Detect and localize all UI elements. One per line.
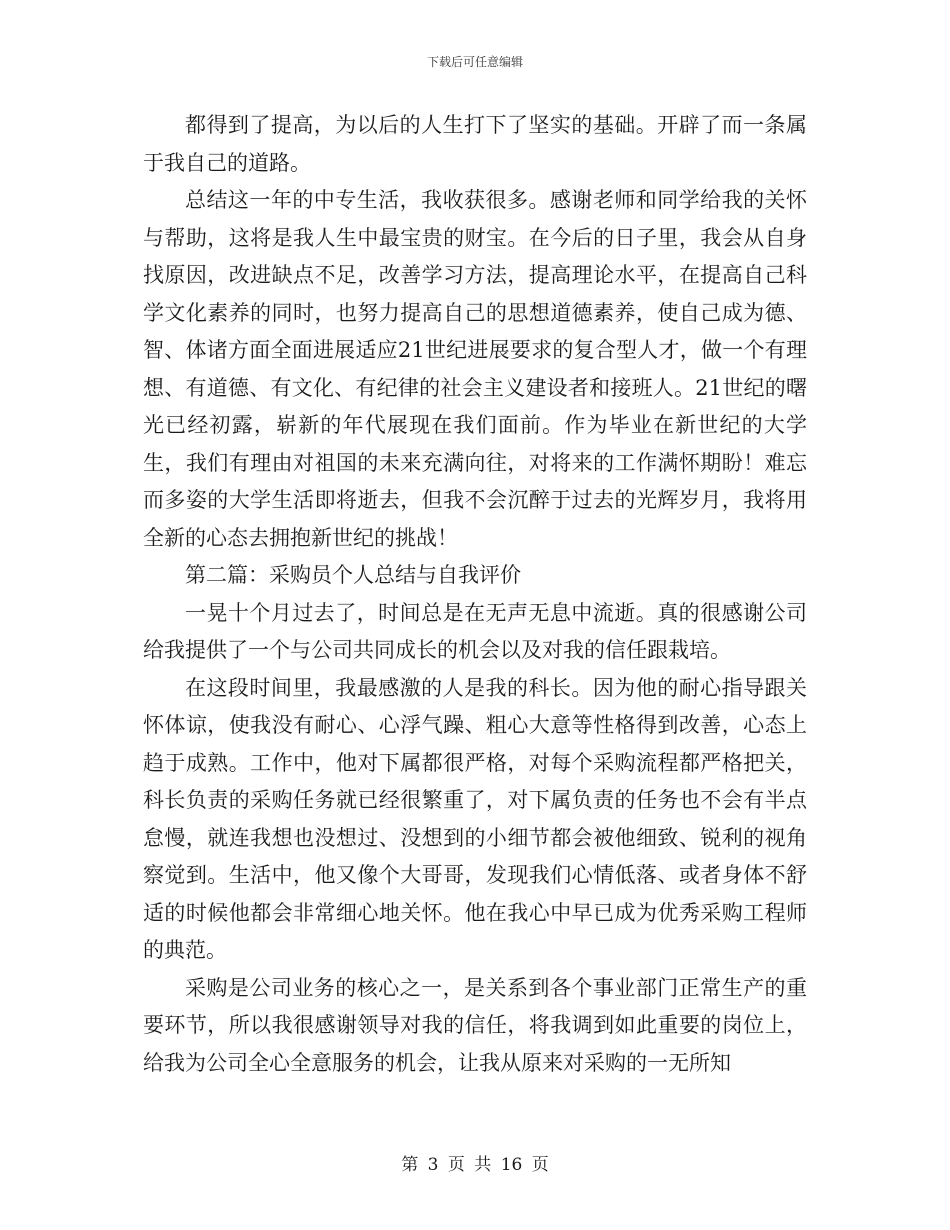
page-footer: 第 3 页 共 16 页 <box>401 1155 549 1175</box>
paragraph-4: 在这段时间里，我最感激的人是我的科长。因为他的耐心指导跟关怀体谅，使我没有耐心、心浮气躁、粗心大意等性格得到改善，心态上趋于成熟。工作中，他对下属都很严格，对每个采购流程都严格把关，科长负责的采购任务就已经很繁重了，对下属负责的任务也不会有半点怠慢，就连我想也没想过、没想到的小细节都会被他细致、锐利的视角察觉到。生活中，他又像个大哥哥，发现我们心情低落、或者身体不舒适的时候他都会非常细心地关怀。他在我心中早已成为优秀采购工程师的典范。 <box>143 675 807 962</box>
paragraph-3: 一晃十个月过去了，时间总是在无声无息中流逝。真的很感谢公司给我提供了一个与公司共同成长的机会以及对我的信任跟栽培。 <box>143 600 807 662</box>
paragraph-5: 采购是公司业务的核心之一，是关系到各个事业部门正常生产的重要环节，所以我很感谢领导对我的信任，将我调到如此重要的岗位上，给我为公司全心全意服务的机会，让我从原来对采购的一无所知 <box>143 975 807 1075</box>
paragraph-1: 都得到了提高，为以后的人生打下了坚实的基础。开辟了而一条属于我自己的道路。 <box>143 113 807 175</box>
document-body <box>143 107 807 1082</box>
page-header: 下载后可任意编辑 <box>426 55 523 69</box>
paragraph-2: 总结这一年的中专生活，我收获很多。感谢老师和同学给我的关怀与帮助，这将是我人生中最宝贵的财宝。在今后的日子里，我会从自身找原因，改进缺点不足，改善学习方法，提高理论水平，在提高自己科学文化素养的同时，也努力提高自己的思想道德素养，使自己成为德、智、体诸方面全面进展适应21世纪进展要求的复合型人才，做一个有理想、有道德、有文化、有纪律的社会主义建设者和接班人。21世纪的曙光已经初露，崭新的年代展现在我们面前。作为毕业在新世纪的大学生，我们有理由对祖国的未来充满向往，对将来的工作满怀期盼！难忘而多姿的大学生活即将逝去，但我不会沉醉于过去的光辉岁月，我将用全新的心态去拥抱新世纪的挑战！ <box>143 188 807 550</box>
section-heading: 第二篇：采购员个人总结与自我评价 <box>185 563 521 587</box>
